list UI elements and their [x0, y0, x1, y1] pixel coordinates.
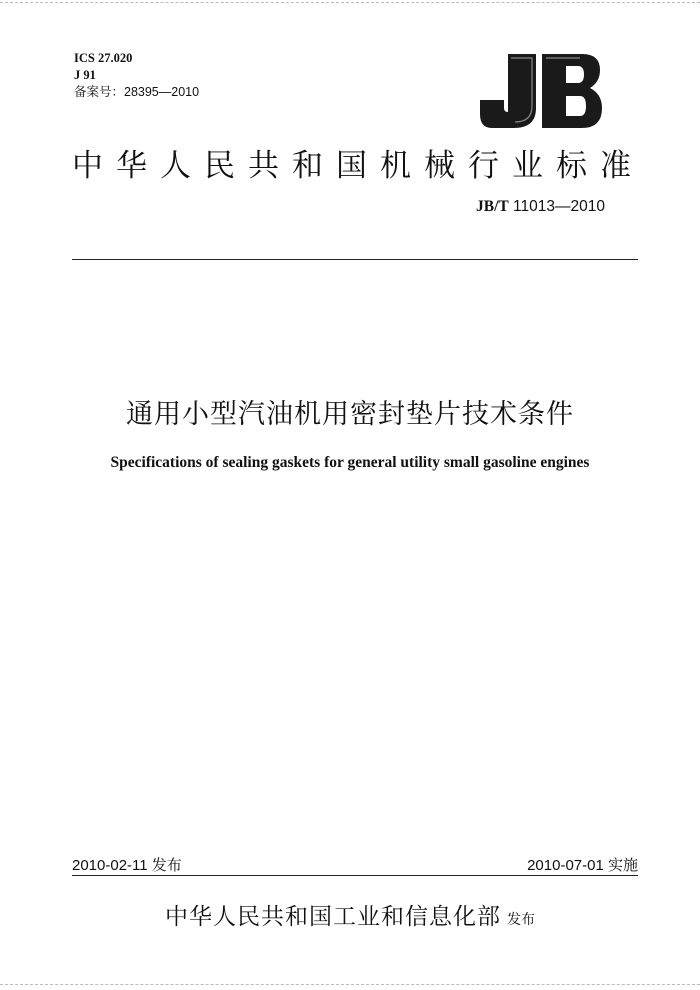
implementation-date: 2010-07-01 实施 — [527, 857, 638, 874]
jb-logo-letter-j — [480, 54, 536, 128]
jb-logo — [478, 50, 603, 132]
header-divider — [72, 259, 638, 260]
standard-title-cn: 通用小型汽油机用密封垫片技术条件 — [126, 399, 574, 430]
publisher-suffix: 发布 — [507, 912, 535, 928]
scan-edge-top — [0, 2, 700, 5]
record-number: 备案号：28395—2010 — [74, 85, 200, 99]
standard-number — [476, 198, 605, 216]
scan-edge-bottom — [0, 984, 700, 987]
standard-title-en: Specifications of sealing gaskets for general utility small gasoline engines — [110, 454, 590, 471]
standard-number-value: 11013—2010 — [508, 198, 605, 215]
meta-block — [74, 50, 199, 101]
issue-date: 2010-02-11 发布 — [72, 857, 182, 874]
category-code: J 91 — [74, 68, 96, 82]
jb-logo-letter-b — [542, 54, 602, 128]
ics-code: ICS 27.020 — [74, 51, 133, 65]
publisher-line — [0, 898, 700, 931]
standard-number-prefix: JB/T — [476, 198, 509, 215]
footer-divider — [72, 875, 638, 876]
standard-category-title: 中华人民共和国机械行业标准 — [72, 148, 644, 184]
publisher-name: 中华人民共和国工业和信息化部 — [165, 904, 501, 930]
